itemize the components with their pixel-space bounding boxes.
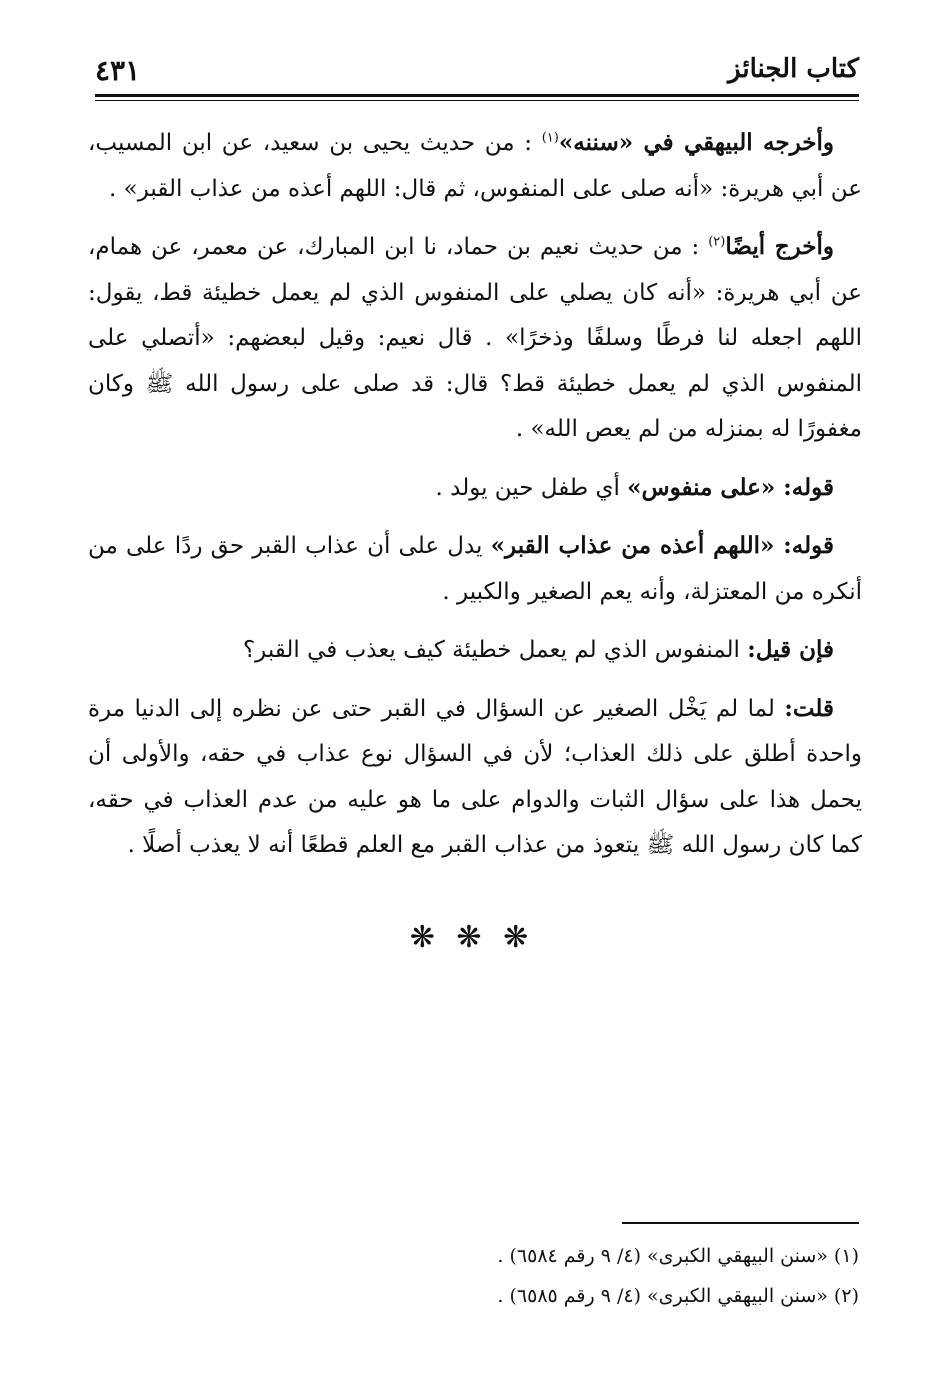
page-number: ٤٣١ — [95, 54, 141, 87]
footnote-rule — [622, 1222, 859, 1224]
header-rule-thin — [95, 100, 859, 101]
paragraph — [88, 120, 862, 212]
paragraph-lead: وأخرج أيضًا — [725, 233, 834, 260]
footnotes — [159, 1236, 859, 1316]
paragraph-text: : من حديث نعيم بن حماد، نا ابن المبارك، عن معمر، عن همام، عن أبي هريرة: «أنه كان يصلي على المنفوس الذي لم يعمل خطيئة قط، يقول: اللهم اجعله لنا فرطًا وسلفًا وذخرًا» . قال نعيم: وقيل لبعضهم: «أتصلي على المنفوس الذي لم يعمل خطيئة قط؟ قال: قد صلى على رسول الله ﷺ وكان مغفورًا له بمنزله من لم يعص الله» . — [88, 234, 862, 442]
paragraph — [88, 523, 862, 615]
paragraph — [88, 465, 862, 512]
footnote-ref[interactable]: (٢) — [708, 234, 726, 250]
paragraph-text: يدل على أن عذاب القبر حق ردًا على من أنكره من المعتزلة، وأنه يعم الصغير والكبير . — [88, 533, 862, 605]
section-separator: ❋ ❋ ❋ — [409, 920, 535, 955]
main-text — [88, 120, 862, 869]
paragraph-lead: قلت: — [784, 694, 835, 722]
paragraph-lead: فإن قيل: — [747, 636, 834, 663]
paragraph-text: المنفوس الذي لم يعمل خطيئة كيف يعذب في القبر؟ — [242, 637, 740, 663]
footnote-ref[interactable]: (١) — [541, 130, 559, 146]
paragraph — [88, 627, 862, 674]
paragraph — [88, 686, 862, 869]
footnote: (١) «سنن البيهقي الكبرى» (٤/ ٩ رقم ٦٥٨٤) . — [497, 1245, 859, 1267]
paragraph-lead: وأخرجه البيهقي في «سننه» — [558, 129, 835, 156]
paragraph-text: أي طفل حين يولد . — [435, 474, 620, 501]
paragraph — [88, 224, 862, 453]
paragraph-lead: قوله: «اللهم أعذه من عذاب القبر» — [490, 532, 834, 559]
running-title: كتاب الجنائز — [728, 54, 859, 84]
paragraph-text: : من حديث يحيى بن سعيد، عن ابن المسيب، عن أبي هريرة: «أنه صلى على المنفوس، ثم قال: اللهم أعذه من عذاب القبر» . — [88, 130, 862, 202]
paragraph-lead: قوله: «على منفوس» — [627, 473, 834, 501]
paragraph-text: لما لم يَخْل الصغير عن السؤال في القبر حتى عن نظره إلى الدنيا مرة واحدة أطلق على ذلك العذاب؛ لأن في السؤال نوع عذاب في حقه، والأولى أن يحمل هذا على سؤال الثبات والدوام على ما هو عليه من عدم العذاب في حقه، كما كان رسول الله ﷺ يتعوذ من عذاب القبر مع العلم قطعًا أنه لا يعذب أصلًا . — [88, 695, 862, 858]
footnote: (٢) «سنن البيهقي الكبرى» (٤/ ٩ رقم ٦٥٨٥) . — [497, 1285, 859, 1307]
page-header — [95, 50, 859, 94]
header-rule-thick — [95, 94, 859, 97]
